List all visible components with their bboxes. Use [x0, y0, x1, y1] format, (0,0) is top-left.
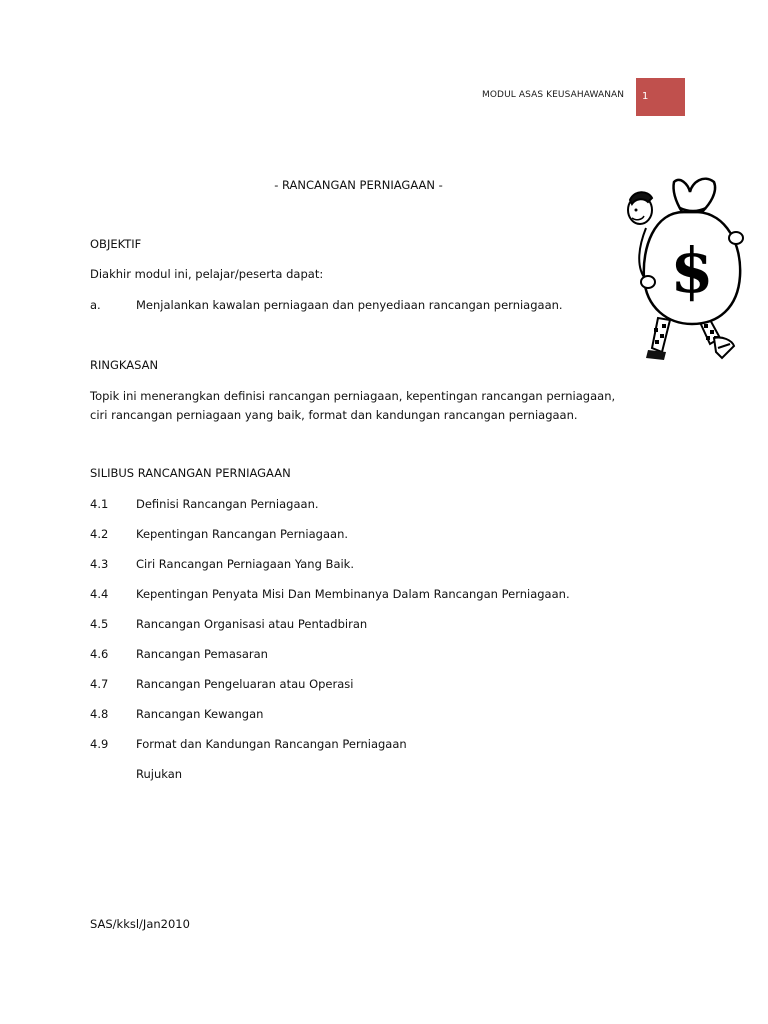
silibus-item-text: Rancangan Pemasaran — [136, 647, 268, 661]
dollar-sign: $ — [670, 234, 714, 307]
silibus-item-number: 4.2 — [90, 527, 109, 541]
ringkasan-heading: RINGKASAN — [90, 358, 159, 372]
objektif-item-marker: a. — [90, 298, 101, 312]
silibus-item-number: 4.8 — [90, 707, 109, 721]
objektif-intro: Diakhir modul ini, pelajar/peserta dapat: — [90, 267, 324, 281]
objektif-item-text: Menjalankan kawalan perniagaan dan penyediaan rancangan perniagaan. — [136, 298, 563, 312]
objektif-heading: OBJEKTIF — [90, 237, 142, 251]
page-number-badge: 1 — [636, 78, 685, 116]
silibus-heading: SILIBUS RANCANGAN PERNIAGAAN — [90, 466, 291, 480]
silibus-item-text: Rancangan Kewangan — [136, 707, 264, 721]
ringkasan-paragraph: Topik ini menerangkan definisi rancangan perniagaan, kepentingan rancangan perniagaan, ciri rancangan perniagaan yang baik, format dan kandungan rancangan perniagaan. — [90, 389, 616, 422]
silibus-item-number: 4.6 — [90, 647, 109, 661]
money-bag-man-icon — [618, 168, 748, 376]
silibus-item-text: Rancangan Pengeluaran atau Operasi — [136, 677, 354, 691]
silibus-item-number: 4.5 — [90, 617, 109, 631]
silibus-item-number: 4.7 — [90, 677, 109, 691]
silibus-item-number: 4.9 — [90, 737, 109, 751]
silibus-item-text: Kepentingan Rancangan Perniagaan. — [136, 527, 349, 541]
silibus-item-number: 4.1 — [90, 497, 109, 511]
silibus-item-text: Ciri Rancangan Perniagaan Yang Baik. — [136, 557, 355, 571]
silibus-item-text: Rancangan Organisasi atau Pentadbiran — [136, 617, 368, 631]
silibus-item-text: Kepentingan Penyata Misi Dan Membinanya Dalam Rancangan Perniagaan. — [136, 587, 570, 601]
footer-code: SAS/kksl/Jan2010 — [90, 917, 190, 931]
silibus-item-number: 4.4 — [90, 587, 109, 601]
silibus-item-text: Definisi Rancangan Perniagaan. — [136, 497, 319, 511]
silibus-item-text: Format dan Kandungan Rancangan Perniagaan — [136, 737, 407, 751]
silibus-item-number: 4.3 — [90, 557, 109, 571]
document-title: - RANCANGAN PERNIAGAAN - — [274, 178, 443, 192]
module-title: MODUL ASAS KEUSAHAWANAN — [482, 90, 625, 100]
rujukan-label: Rujukan — [136, 767, 183, 781]
